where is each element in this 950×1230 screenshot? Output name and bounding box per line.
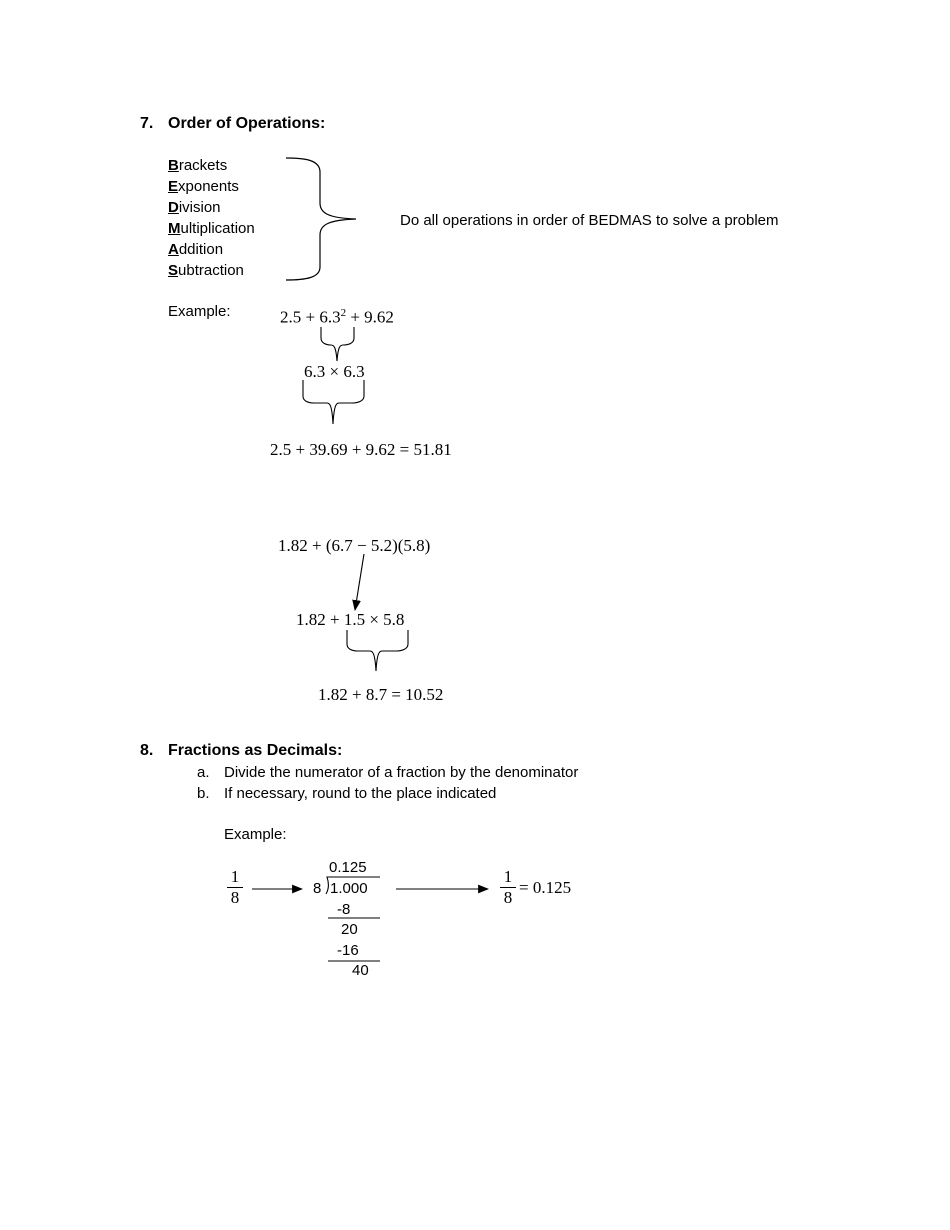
divisor: 8 (313, 880, 322, 897)
acronym-item: Exponents (168, 178, 239, 195)
exponent-brace (321, 327, 354, 361)
dividend: 1.000 (330, 880, 368, 897)
acronym-item: Division (168, 199, 221, 216)
example2-step: 1.82 + 1.5 × 5.8 (296, 610, 405, 629)
division-bracket (326, 877, 380, 894)
bedmas-note: Do all operations in order of BEDMAS to solve a problem (400, 212, 779, 229)
example1-expression: $2.5 + 6.3^2 + 9.62$ (280, 307, 394, 327)
quotient: 0.125 (329, 859, 367, 876)
fraction-numerator: 1 (500, 867, 516, 888)
example2-result: 1.82 + 8.7 = 10.52 (318, 685, 444, 704)
acronym-item: Subtraction (168, 262, 244, 279)
division-step: -8 (337, 901, 351, 918)
acronym-item: Addition (168, 241, 224, 258)
list-item-marker: a. (197, 764, 210, 781)
acronym-item: Multiplication (168, 220, 255, 237)
list-item-text: If necessary, round to the place indicated (224, 785, 497, 802)
example1-step: 6.3 × 6.3 (304, 362, 365, 381)
fraction-denominator: 8 (503, 888, 513, 907)
example-label: Example: (224, 826, 287, 843)
list-item-marker: b. (197, 785, 210, 802)
division-step: 20 (341, 921, 358, 938)
division-step: 40 (352, 962, 369, 979)
bracket-arrow (355, 554, 364, 610)
example-label: Example: (168, 303, 231, 320)
section-8-title: Fractions as Decimals: (168, 742, 343, 759)
multiplication-brace (303, 380, 364, 424)
result-value: = 0.125 (519, 878, 572, 897)
example2-expression: 1.82 + (6.7 − 5.2)(5.8) (278, 536, 431, 555)
list-item-text: Divide the numerator of a fraction by the denominator (224, 764, 579, 781)
section-7-title: Order of Operations: (168, 115, 326, 132)
fraction-denominator: 8 (230, 888, 240, 907)
example1-result: 2.5 + 39.69 + 9.62 = 51.81 (270, 440, 452, 459)
section-7-number: 7. (140, 115, 154, 132)
bedmas-brace (286, 158, 356, 280)
section-8-number: 8. (140, 742, 154, 759)
acronym-item: Brackets (168, 157, 228, 174)
fraction-numerator: 1 (227, 867, 243, 888)
division-step: -16 (337, 942, 359, 959)
product-brace (347, 630, 408, 671)
